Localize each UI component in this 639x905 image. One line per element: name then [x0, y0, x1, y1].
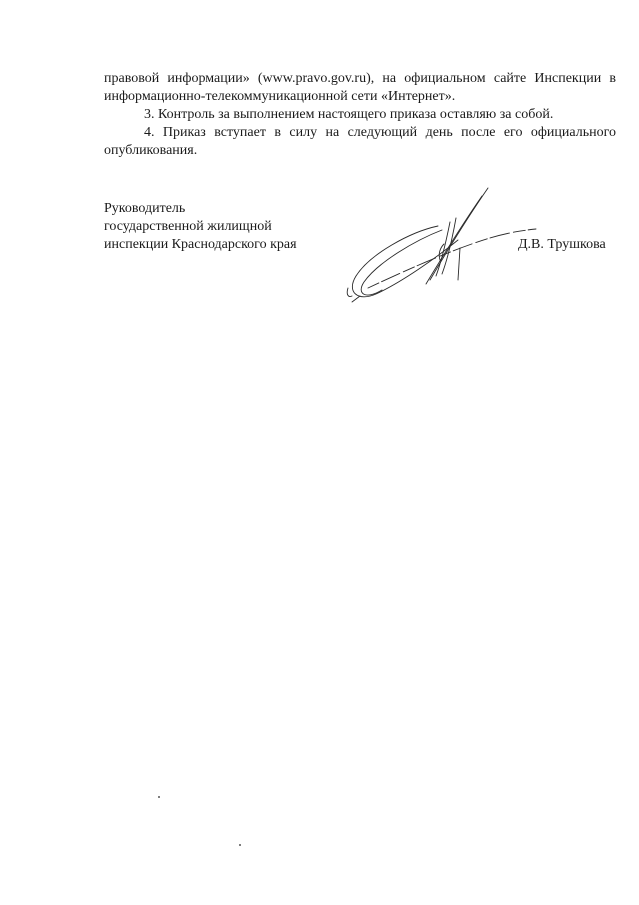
signer-position-line-1: Руководитель	[104, 201, 186, 216]
document-body	[104, 70, 616, 160]
paragraph-item-4: 4. Приказ вступает в силу на следующий день после его официального	[144, 125, 616, 140]
signer-position	[104, 200, 297, 254]
paragraph-line-2: информационно-телекоммуникационной сети «Интернет».	[104, 89, 456, 104]
scan-speck	[239, 844, 241, 846]
handwritten-signature	[340, 184, 540, 314]
scan-speck	[158, 796, 160, 798]
signer-position-line-2: государственной жилищной	[104, 219, 272, 234]
paragraph-line-1: правовой информации» (www.pravo.gov.ru), на официальном сайте Инспекции в	[104, 71, 616, 86]
signer-name: Д.В. Трушкова	[518, 237, 606, 252]
signer-position-line-3: инспекции Краснодарского края	[104, 237, 297, 252]
paragraph-item-4-continued: опубликования.	[104, 143, 198, 158]
paragraph-item-3: 3. Контроль за выполнением настоящего приказа оставляю за собой.	[144, 107, 554, 122]
